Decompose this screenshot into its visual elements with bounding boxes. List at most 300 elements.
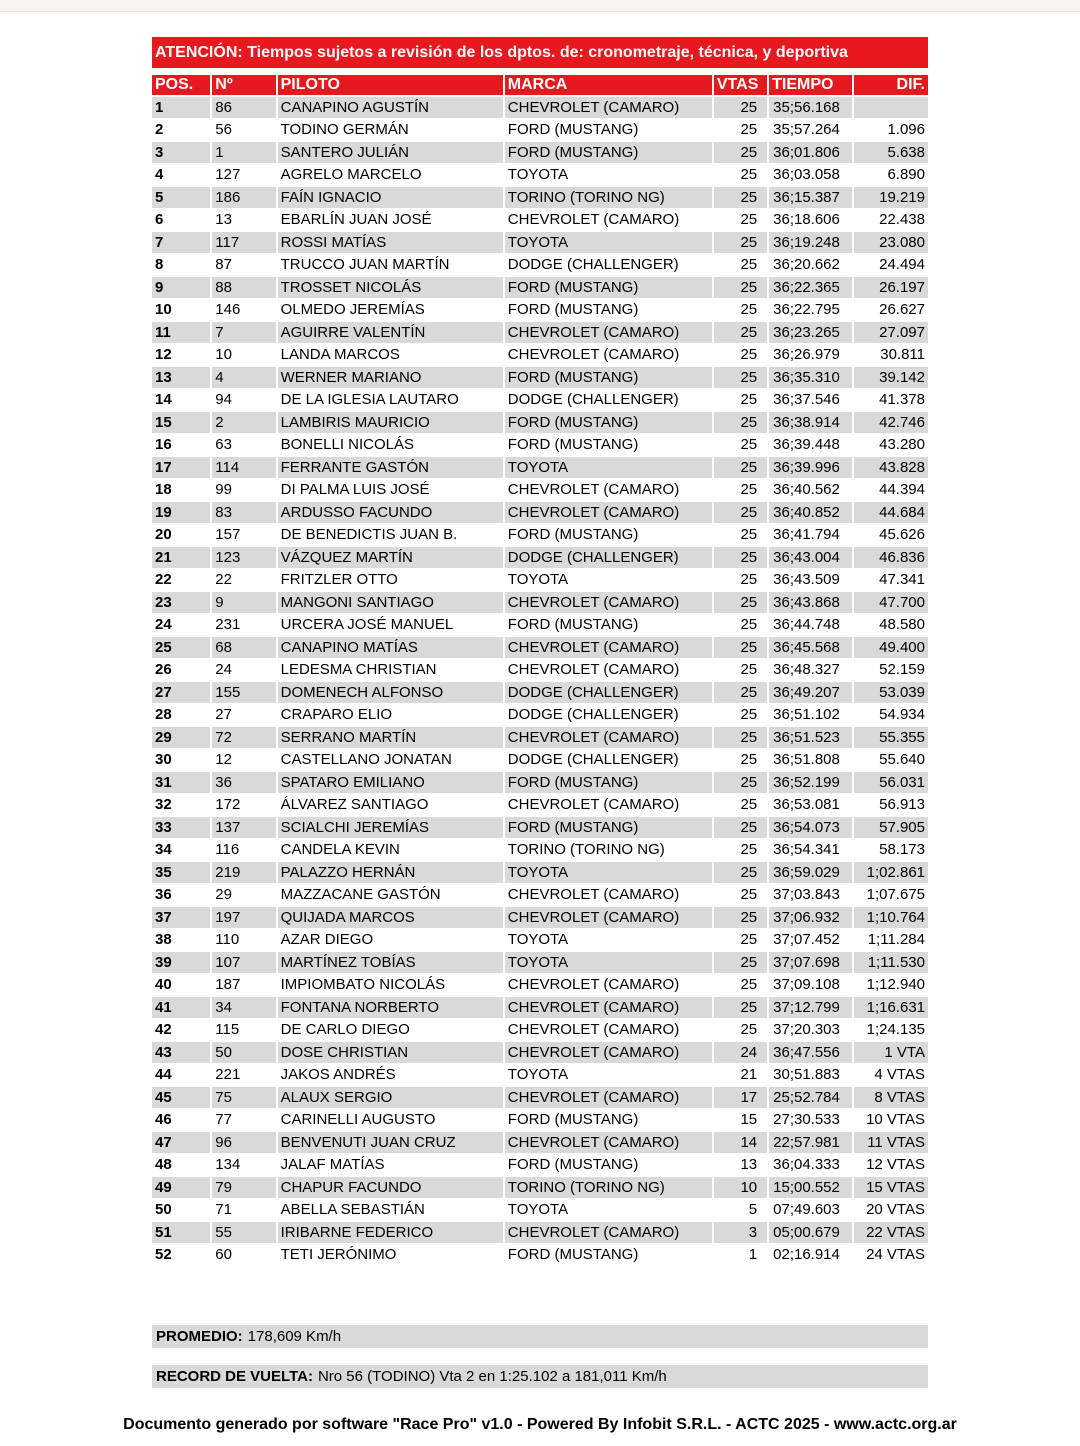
cell-dif: 30.811 — [854, 345, 928, 366]
column-header-pos: POS. — [152, 75, 210, 95]
column-header-tiempo: TIEMPO — [769, 75, 851, 95]
cell-vtas: 25 — [714, 795, 767, 816]
average-speed-bar — [152, 1325, 928, 1348]
average-speed-label: PROMEDIO: — [156, 1328, 243, 1345]
cell-num: 55 — [212, 1222, 275, 1243]
cell-pos: 52 — [152, 1245, 210, 1266]
cell-pos: 48 — [152, 1155, 210, 1176]
cell-dif: 24.494 — [854, 255, 928, 276]
cell-piloto: BONELLI NICOLÁS — [278, 435, 503, 456]
cell-dif: 41.378 — [854, 390, 928, 411]
cell-pos: 41 — [152, 997, 210, 1018]
cell-tiempo: 36;59.029 — [769, 862, 851, 883]
cell-vtas: 3 — [714, 1222, 767, 1243]
cell-tiempo: 36;41.794 — [769, 525, 851, 546]
cell-marca: CHEVROLET (CAMARO) — [505, 1222, 712, 1243]
cell-num: 88 — [212, 277, 275, 298]
result-row — [152, 885, 928, 906]
cell-tiempo: 37;20.303 — [769, 1020, 851, 1041]
cell-vtas: 25 — [714, 480, 767, 501]
result-row — [152, 547, 928, 568]
cell-marca: CHEVROLET (CAMARO) — [505, 660, 712, 681]
cell-dif: 1;16.631 — [854, 997, 928, 1018]
cell-piloto: CHAPUR FACUNDO — [278, 1177, 503, 1198]
cell-pos: 29 — [152, 727, 210, 748]
cell-num: 7 — [212, 322, 275, 343]
cell-dif: 27.097 — [854, 322, 928, 343]
cell-piloto: MARTÍNEZ TOBÍAS — [278, 952, 503, 973]
cell-dif: 8 VTAS — [854, 1087, 928, 1108]
cell-piloto: JAKOS ANDRÉS — [278, 1065, 503, 1086]
cell-marca: DODGE (CHALLENGER) — [505, 547, 712, 568]
cell-pos: 26 — [152, 660, 210, 681]
cell-num: 13 — [212, 210, 275, 231]
result-row — [152, 165, 928, 186]
cell-tiempo: 36;01.806 — [769, 142, 851, 163]
cell-pos: 7 — [152, 232, 210, 253]
cell-piloto: FONTANA NORBERTO — [278, 997, 503, 1018]
result-row — [152, 660, 928, 681]
cell-marca: FORD (MUSTANG) — [505, 1245, 712, 1266]
result-row — [152, 1222, 928, 1243]
cell-piloto: TODINO GERMÁN — [278, 120, 503, 141]
cell-dif: 55.355 — [854, 727, 928, 748]
cell-tiempo: 36;51.102 — [769, 705, 851, 726]
result-row — [152, 1245, 928, 1266]
cell-vtas: 5 — [714, 1200, 767, 1221]
cell-marca: FORD (MUSTANG) — [505, 277, 712, 298]
cell-num: 186 — [212, 187, 275, 208]
cell-marca: CHEVROLET (CAMARO) — [505, 322, 712, 343]
column-header-marca: MARCA — [505, 75, 712, 95]
cell-dif: 22.438 — [854, 210, 928, 231]
cell-vtas: 25 — [714, 97, 767, 118]
cell-piloto: CASTELLANO JONATAN — [278, 750, 503, 771]
cell-piloto: URCERA JOSÉ MANUEL — [278, 615, 503, 636]
result-row — [152, 840, 928, 861]
cell-tiempo: 36;38.914 — [769, 412, 851, 433]
cell-dif: 1 VTA — [854, 1042, 928, 1063]
cell-piloto: CRAPARO ELIO — [278, 705, 503, 726]
cell-dif: 4 VTAS — [854, 1065, 928, 1086]
cell-vtas: 25 — [714, 187, 767, 208]
cell-marca: FORD (MUSTANG) — [505, 615, 712, 636]
cell-num: 117 — [212, 232, 275, 253]
cell-marca: FORD (MUSTANG) — [505, 817, 712, 838]
cell-tiempo: 36;18.606 — [769, 210, 851, 231]
cell-piloto: FRITZLER OTTO — [278, 570, 503, 591]
cell-num: 27 — [212, 705, 275, 726]
cell-marca: TOYOTA — [505, 1065, 712, 1086]
cell-marca: TOYOTA — [505, 165, 712, 186]
cell-piloto: AGRELO MARCELO — [278, 165, 503, 186]
cell-tiempo: 37;03.843 — [769, 885, 851, 906]
cell-vtas: 25 — [714, 615, 767, 636]
cell-pos: 38 — [152, 930, 210, 951]
cell-tiempo: 35;56.168 — [769, 97, 851, 118]
cell-piloto: DI PALMA LUIS JOSÉ — [278, 480, 503, 501]
cell-tiempo: 36;43.004 — [769, 547, 851, 568]
cell-piloto: TRUCCO JUAN MARTÍN — [278, 255, 503, 276]
cell-marca: CHEVROLET (CAMARO) — [505, 97, 712, 118]
cell-marca: TOYOTA — [505, 1200, 712, 1221]
cell-num: 75 — [212, 1087, 275, 1108]
cell-pos: 1 — [152, 97, 210, 118]
cell-tiempo: 36;52.199 — [769, 772, 851, 793]
cell-tiempo: 37;09.108 — [769, 975, 851, 996]
result-row — [152, 1020, 928, 1041]
cell-dif: 5.638 — [854, 142, 928, 163]
cell-dif: 26.197 — [854, 277, 928, 298]
result-row — [152, 1132, 928, 1153]
cell-dif: 43.828 — [854, 457, 928, 478]
cell-piloto: JALAF MATÍAS — [278, 1155, 503, 1176]
cell-vtas: 25 — [714, 637, 767, 658]
cell-marca: CHEVROLET (CAMARO) — [505, 885, 712, 906]
cell-piloto: AGUIRRE VALENTÍN — [278, 322, 503, 343]
cell-dif: 42.746 — [854, 412, 928, 433]
cell-pos: 3 — [152, 142, 210, 163]
cell-tiempo: 27;30.533 — [769, 1110, 851, 1131]
cell-marca: FORD (MUSTANG) — [505, 300, 712, 321]
cell-marca: CHEVROLET (CAMARO) — [505, 795, 712, 816]
results-sheet — [152, 37, 928, 1388]
cell-vtas: 25 — [714, 930, 767, 951]
cell-num: 86 — [212, 97, 275, 118]
cell-tiempo: 07;49.603 — [769, 1200, 851, 1221]
cell-dif: 54.934 — [854, 705, 928, 726]
cell-tiempo: 36;04.333 — [769, 1155, 851, 1176]
cell-vtas: 25 — [714, 210, 767, 231]
cell-marca: FORD (MUSTANG) — [505, 412, 712, 433]
cell-pos: 34 — [152, 840, 210, 861]
cell-pos: 27 — [152, 682, 210, 703]
cell-marca: FORD (MUSTANG) — [505, 367, 712, 388]
cell-vtas: 25 — [714, 975, 767, 996]
cell-piloto: SCIALCHI JEREMÍAS — [278, 817, 503, 838]
result-row — [152, 750, 928, 771]
cell-dif: 47.700 — [854, 592, 928, 613]
cell-dif: 1;02.861 — [854, 862, 928, 883]
cell-marca: FORD (MUSTANG) — [505, 772, 712, 793]
cell-vtas: 25 — [714, 1020, 767, 1041]
cell-pos: 40 — [152, 975, 210, 996]
cell-piloto: MANGONI SANTIAGO — [278, 592, 503, 613]
cell-marca: TOYOTA — [505, 232, 712, 253]
cell-marca: TOYOTA — [505, 862, 712, 883]
cell-pos: 24 — [152, 615, 210, 636]
result-row — [152, 300, 928, 321]
result-row — [152, 502, 928, 523]
cell-marca: FORD (MUSTANG) — [505, 1155, 712, 1176]
cell-pos: 51 — [152, 1222, 210, 1243]
cell-vtas: 10 — [714, 1177, 767, 1198]
result-row — [152, 412, 928, 433]
cell-piloto: IMPIOMBATO NICOLÁS — [278, 975, 503, 996]
cell-dif: 11 VTAS — [854, 1132, 928, 1153]
cell-pos: 43 — [152, 1042, 210, 1063]
browser-top-strip — [0, 0, 1080, 12]
cell-num: 96 — [212, 1132, 275, 1153]
cell-num: 10 — [212, 345, 275, 366]
cell-pos: 14 — [152, 390, 210, 411]
cell-num: 24 — [212, 660, 275, 681]
cell-piloto: FAÍN IGNACIO — [278, 187, 503, 208]
cell-vtas: 25 — [714, 502, 767, 523]
cell-tiempo: 36;48.327 — [769, 660, 851, 681]
cell-vtas: 25 — [714, 277, 767, 298]
cell-num: 137 — [212, 817, 275, 838]
cell-num: 12 — [212, 750, 275, 771]
cell-tiempo: 37;06.932 — [769, 907, 851, 928]
header-row — [152, 75, 928, 95]
table-body — [152, 97, 928, 1265]
cell-num: 134 — [212, 1155, 275, 1176]
result-row — [152, 592, 928, 613]
cell-piloto: CANAPINO MATÍAS — [278, 637, 503, 658]
cell-piloto: SPATARO EMILIANO — [278, 772, 503, 793]
cell-dif: 52.159 — [854, 660, 928, 681]
cell-dif: 44.684 — [854, 502, 928, 523]
cell-vtas: 17 — [714, 1087, 767, 1108]
cell-tiempo: 36;22.365 — [769, 277, 851, 298]
result-row — [152, 525, 928, 546]
cell-pos: 19 — [152, 502, 210, 523]
result-row — [152, 975, 928, 996]
cell-vtas: 25 — [714, 772, 767, 793]
cell-piloto: DOSE CHRISTIAN — [278, 1042, 503, 1063]
cell-tiempo: 37;07.698 — [769, 952, 851, 973]
cell-piloto: ABELLA SEBASTIÁN — [278, 1200, 503, 1221]
cell-dif: 12 VTAS — [854, 1155, 928, 1176]
table-header — [152, 75, 928, 95]
result-row — [152, 615, 928, 636]
cell-num: 29 — [212, 885, 275, 906]
result-row — [152, 210, 928, 231]
cell-pos: 35 — [152, 862, 210, 883]
cell-vtas: 25 — [714, 862, 767, 883]
cell-tiempo: 36;47.556 — [769, 1042, 851, 1063]
cell-tiempo: 36;51.808 — [769, 750, 851, 771]
cell-pos: 28 — [152, 705, 210, 726]
cell-marca: FORD (MUSTANG) — [505, 120, 712, 141]
cell-num: 110 — [212, 930, 275, 951]
cell-pos: 44 — [152, 1065, 210, 1086]
result-row — [152, 255, 928, 276]
cell-marca: CHEVROLET (CAMARO) — [505, 1042, 712, 1063]
cell-dif — [854, 97, 928, 118]
cell-num: 114 — [212, 457, 275, 478]
cell-tiempo: 36;22.795 — [769, 300, 851, 321]
cell-pos: 15 — [152, 412, 210, 433]
cell-vtas: 25 — [714, 817, 767, 838]
cell-dif: 45.626 — [854, 525, 928, 546]
cell-piloto: FERRANTE GASTÓN — [278, 457, 503, 478]
cell-num: 83 — [212, 502, 275, 523]
cell-tiempo: 36;39.996 — [769, 457, 851, 478]
cell-dif: 1;10.764 — [854, 907, 928, 928]
cell-dif: 47.341 — [854, 570, 928, 591]
result-row — [152, 570, 928, 591]
cell-pos: 5 — [152, 187, 210, 208]
cell-tiempo: 30;51.883 — [769, 1065, 851, 1086]
cell-vtas: 25 — [714, 390, 767, 411]
result-row — [152, 727, 928, 748]
cell-piloto: DE BENEDICTIS JUAN B. — [278, 525, 503, 546]
cell-dif: 44.394 — [854, 480, 928, 501]
cell-piloto: BENVENUTI JUAN CRUZ — [278, 1132, 503, 1153]
cell-piloto: OLMEDO JEREMÍAS — [278, 300, 503, 321]
cell-vtas: 25 — [714, 885, 767, 906]
cell-marca: TORINO (TORINO NG) — [505, 187, 712, 208]
cell-piloto: LANDA MARCOS — [278, 345, 503, 366]
cell-piloto: ÁLVAREZ SANTIAGO — [278, 795, 503, 816]
cell-marca: DODGE (CHALLENGER) — [505, 390, 712, 411]
result-row — [152, 795, 928, 816]
cell-piloto: AZAR DIEGO — [278, 930, 503, 951]
cell-tiempo: 36;51.523 — [769, 727, 851, 748]
cell-num: 99 — [212, 480, 275, 501]
cell-marca: CHEVROLET (CAMARO) — [505, 1020, 712, 1041]
cell-pos: 6 — [152, 210, 210, 231]
cell-vtas: 25 — [714, 952, 767, 973]
cell-dif: 23.080 — [854, 232, 928, 253]
cell-pos: 50 — [152, 1200, 210, 1221]
result-row — [152, 187, 928, 208]
cell-pos: 42 — [152, 1020, 210, 1041]
cell-tiempo: 25;52.784 — [769, 1087, 851, 1108]
cell-vtas: 25 — [714, 120, 767, 141]
cell-tiempo: 36;15.387 — [769, 187, 851, 208]
cell-vtas: 25 — [714, 232, 767, 253]
cell-num: 231 — [212, 615, 275, 636]
cell-vtas: 25 — [714, 727, 767, 748]
cell-dif: 26.627 — [854, 300, 928, 321]
cell-vtas: 1 — [714, 1245, 767, 1266]
cell-num: 116 — [212, 840, 275, 861]
cell-tiempo: 36;54.073 — [769, 817, 851, 838]
lap-record-value: Nro 56 (TODINO) Vta 2 en 1:25.102 a 181,011 Km/h — [317, 1368, 667, 1385]
cell-pos: 21 — [152, 547, 210, 568]
column-header-piloto: PILOTO — [278, 75, 503, 95]
result-row — [152, 997, 928, 1018]
cell-num: 22 — [212, 570, 275, 591]
cell-pos: 16 — [152, 435, 210, 456]
cell-marca: CHEVROLET (CAMARO) — [505, 975, 712, 996]
cell-vtas: 25 — [714, 345, 767, 366]
result-row — [152, 817, 928, 838]
cell-tiempo: 35;57.264 — [769, 120, 851, 141]
cell-vtas: 25 — [714, 255, 767, 276]
cell-marca: TOYOTA — [505, 457, 712, 478]
cell-marca: DODGE (CHALLENGER) — [505, 705, 712, 726]
result-row — [152, 142, 928, 163]
lap-record-label: RECORD DE VUELTA: — [156, 1368, 313, 1385]
cell-dif: 48.580 — [854, 615, 928, 636]
attention-banner: ATENCIÓN: Tiempos sujetos a revisión de los dptos. de: cronometraje, técnica, y deportiva — [152, 37, 928, 68]
cell-pos: 11 — [152, 322, 210, 343]
cell-marca: DODGE (CHALLENGER) — [505, 750, 712, 771]
cell-piloto: CANDELA KEVIN — [278, 840, 503, 861]
cell-marca: TOYOTA — [505, 930, 712, 951]
cell-marca: CHEVROLET (CAMARO) — [505, 907, 712, 928]
result-row — [152, 322, 928, 343]
cell-num: 72 — [212, 727, 275, 748]
cell-pos: 18 — [152, 480, 210, 501]
result-row — [152, 480, 928, 501]
cell-piloto: WERNER MARIANO — [278, 367, 503, 388]
cell-vtas: 15 — [714, 1110, 767, 1131]
cell-num: 9 — [212, 592, 275, 613]
cell-dif: 20 VTAS — [854, 1200, 928, 1221]
cell-vtas: 25 — [714, 300, 767, 321]
cell-vtas: 25 — [714, 322, 767, 343]
cell-num: 71 — [212, 1200, 275, 1221]
cell-piloto: DE CARLO DIEGO — [278, 1020, 503, 1041]
cell-marca: TOYOTA — [505, 952, 712, 973]
result-row — [152, 705, 928, 726]
cell-dif: 43.280 — [854, 435, 928, 456]
cell-tiempo: 36;54.341 — [769, 840, 851, 861]
cell-pos: 37 — [152, 907, 210, 928]
cell-marca: DODGE (CHALLENGER) — [505, 255, 712, 276]
cell-pos: 25 — [152, 637, 210, 658]
cell-dif: 1;11.530 — [854, 952, 928, 973]
cell-pos: 9 — [152, 277, 210, 298]
result-row — [152, 952, 928, 973]
result-row — [152, 862, 928, 883]
cell-tiempo: 36;03.058 — [769, 165, 851, 186]
result-row — [152, 1177, 928, 1198]
cell-pos: 4 — [152, 165, 210, 186]
cell-tiempo: 36;19.248 — [769, 232, 851, 253]
cell-piloto: SANTERO JULIÁN — [278, 142, 503, 163]
cell-pos: 8 — [152, 255, 210, 276]
cell-marca: CHEVROLET (CAMARO) — [505, 502, 712, 523]
cell-dif: 58.173 — [854, 840, 928, 861]
cell-tiempo: 37;12.799 — [769, 997, 851, 1018]
cell-num: 155 — [212, 682, 275, 703]
cell-marca: TORINO (TORINO NG) — [505, 1177, 712, 1198]
cell-dif: 1;12.940 — [854, 975, 928, 996]
cell-piloto: PALAZZO HERNÁN — [278, 862, 503, 883]
cell-num: 123 — [212, 547, 275, 568]
cell-pos: 17 — [152, 457, 210, 478]
cell-num: 107 — [212, 952, 275, 973]
cell-vtas: 25 — [714, 682, 767, 703]
cell-vtas: 25 — [714, 165, 767, 186]
cell-marca: CHEVROLET (CAMARO) — [505, 997, 712, 1018]
cell-dif: 56.913 — [854, 795, 928, 816]
column-header-vtas: VTAS — [714, 75, 767, 95]
cell-tiempo: 22;57.981 — [769, 1132, 851, 1153]
cell-num: 36 — [212, 772, 275, 793]
cell-marca: DODGE (CHALLENGER) — [505, 682, 712, 703]
cell-dif: 19.219 — [854, 187, 928, 208]
cell-dif: 56.031 — [854, 772, 928, 793]
cell-marca: FORD (MUSTANG) — [505, 525, 712, 546]
cell-vtas: 25 — [714, 570, 767, 591]
cell-piloto: MAZZACANE GASTÓN — [278, 885, 503, 906]
cell-pos: 33 — [152, 817, 210, 838]
cell-pos: 20 — [152, 525, 210, 546]
cell-tiempo: 36;37.546 — [769, 390, 851, 411]
cell-piloto: SERRANO MARTÍN — [278, 727, 503, 748]
cell-vtas: 25 — [714, 840, 767, 861]
cell-vtas: 25 — [714, 547, 767, 568]
cell-vtas: 25 — [714, 750, 767, 771]
cell-vtas: 25 — [714, 142, 767, 163]
